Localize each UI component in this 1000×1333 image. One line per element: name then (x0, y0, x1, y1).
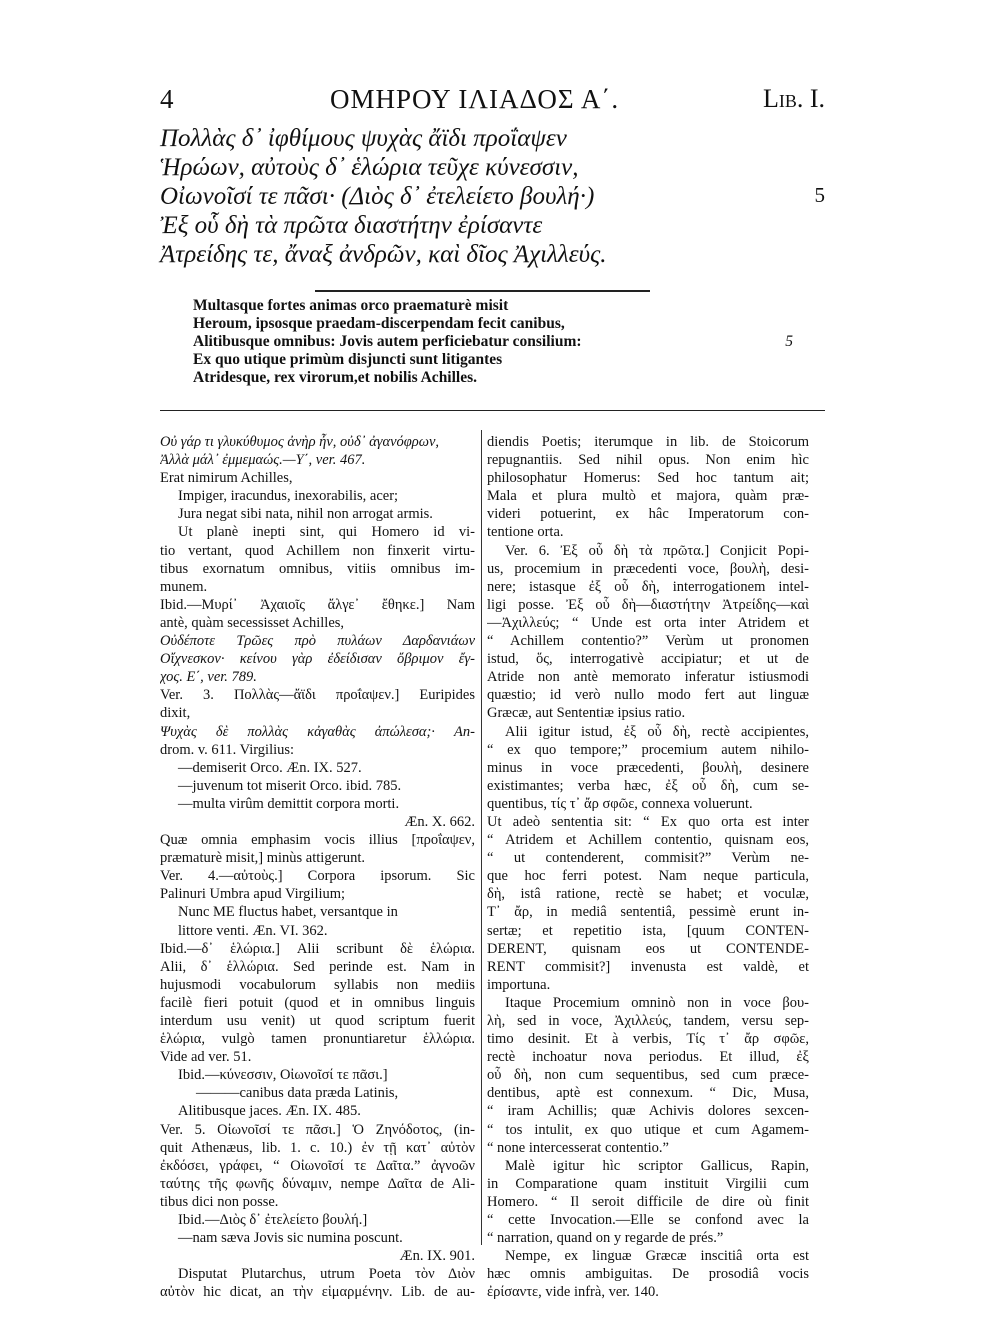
note-line: οὗ δὴ, non cum sequentibus, sed cum præce- (487, 1067, 809, 1084)
note-line: Nunc ME fluctus habet, versantque in (178, 904, 398, 921)
note-line: “ cette Invocation.—Elle se confond avec la (487, 1212, 809, 1229)
greek-verse-line (160, 125, 825, 154)
latin-verse-line (193, 351, 793, 369)
note-line: “ tos intulit, ex quo utique et cum Agamem- (487, 1121, 809, 1138)
note-line: Disputat Plutarchus, utrum Poeta τὸν Διὸν (178, 1266, 475, 1283)
note-line: istud, ὅς, interrogativè accipiatur; et ut de (487, 651, 809, 668)
note-line: Malè igitur hìc scriptor Gallicus, Rapin, (505, 1157, 809, 1174)
note-line: —multa virûm demittit corpora morti. (178, 795, 400, 812)
note-line: philosophatur Homerus: Sed hoc tantum ait; (487, 470, 809, 487)
verse-text: Atridesque, rex virorum,et nobilis Achilles. (193, 369, 478, 386)
note-line: tio vertant, quod Achillem non finxerit virtu- (160, 542, 475, 559)
note-line: Atride non antè memorato inferatur istiusmodi (487, 669, 809, 686)
note-line: Palinuri Umbra apud Virgilium; (160, 886, 346, 903)
note-line: diendis Poetis; iterumque in lib. de Stoicorum (487, 434, 809, 450)
note-line: nere; istasque ἐξ οὗ δὴ, interrogationem intel- (487, 578, 809, 595)
note-line: interdum usu venit) ut quod scriptum fuerit (160, 1013, 475, 1029)
note-line: Æn. X. 662. (404, 813, 475, 830)
note-line: Ut adeò sententia sit: “ Ex quo orta est inter (487, 813, 809, 830)
note-line: Ἀλλὰ μάλ᾽ ἐμμεμαώς.—Υ΄, ver. 467. (160, 452, 366, 469)
note-line: Erat nimirum Achilles, (160, 470, 293, 487)
note-line: λὴ, sed in voce, Ἀχιλλεύς, tandem, versu sep- (487, 1013, 809, 1029)
note-line: munem. (160, 578, 208, 595)
greek-verse-line (160, 154, 825, 183)
note-line: Τ᾽ ἄρ, in mediâ sententiâ, pessimè erunt in- (487, 904, 809, 921)
note-line: Græcæ, aut Sententiæ ipsius ratio. (487, 705, 686, 722)
note-line: Nempe, ex linguæ Græcæ inscitiâ orta est (505, 1248, 809, 1265)
note-line: ταύτης τῆς φωνῆς δύναμιν, nempe Δαῖτα de Ali- (160, 1175, 475, 1192)
note-line: rectè inchoatur nova periodus. Et illud, ἐξ (487, 1049, 809, 1066)
notes-right-column (487, 433, 809, 1302)
greek-verse-line (160, 212, 825, 241)
note-line: Homero. “ Il seroit difficile de dire où finit (487, 1193, 809, 1210)
note-line: existimantes; verba hæc, ἐξ οὗ δὴ, cum se- (487, 777, 809, 794)
note-line: ligi posse. Ἐξ οὗ δὴ—διαστήτην Ἀτρείδης—καὶ (487, 596, 809, 613)
note-line: DERENT, quisnam eos ut CONTENDE- (487, 940, 809, 957)
latin-verse-line (193, 297, 793, 315)
note-line: “ iram Achillis; quæ Achivis dolores sexcen- (487, 1103, 809, 1120)
note-line: Ψυχὰς δὲ πολλὰς κἀγαθὰς ἀπώλεσα;· An- (160, 723, 475, 740)
note-line: —demiserit Orco. Æn. IX. 527. (178, 759, 362, 776)
verse-text: Ἡρώων, αὐτοὺς δ᾽ ἑλώρια τεῦχε κύνεσσιν, (160, 154, 579, 181)
greek-verse-line (160, 183, 825, 212)
note-line: χος. Ε΄, ver. 789. (160, 669, 257, 686)
note-line: Alii, δ᾽ ἑλλώρια. Sed perinde est. Nam in (160, 958, 475, 975)
note-line: us, procemium in præcedenti voce, βουλὴ, desi- (487, 560, 809, 577)
book-label: Lib. I. (762, 84, 825, 113)
latin-verse-line (193, 333, 793, 351)
greek-verse-block (160, 125, 825, 270)
note-line: præmaturè misit,] minùs attigerunt. (160, 850, 365, 867)
note-line: dixit, (160, 705, 191, 722)
verse-text: Heroum, ipsosque praedam-discerpendam fecit canibus, (193, 315, 565, 332)
verse-text: Alitibusque omnibus: Jovis autem perficiebatur consilium: (193, 333, 582, 350)
note-line: que hoc ferri potest. Nam neque particula, (487, 868, 809, 885)
note-line: Ut planè inepti sint, qui Homero id vi- (178, 524, 475, 541)
note-line: sertæ; et repetitio ista, [quum CONTEN- (487, 922, 809, 939)
note-line: Οὐ γάρ τι γλυκύθυμος ἀνὴρ ἦν, οὐδ᾽ ἀγανόφρων, (160, 434, 440, 450)
note-line: δὴ, istâ ratione, rectè se habet; et voculæ, (487, 886, 809, 903)
note-line: “ Achillem contentio?” Verùm ut pronomen (487, 633, 809, 650)
note-line: hujusmodi vocabulorum syllabis non mediis (160, 976, 475, 993)
latin-translation-block (193, 297, 793, 387)
note-line: littore venti. Æn. VI. 362. (178, 922, 328, 939)
notes-left-column (160, 433, 475, 1302)
line-number: 5 (785, 333, 793, 350)
verse-text: Ἐξ οὗ δὴ τὰ πρῶτα διαστήτην ἐρίσαντε (160, 212, 543, 239)
note-line: Ver. 5. Οἰωνοῖσί τε πᾶσι.] Ὁ Ζηνόδοτος, (in- (160, 1121, 475, 1138)
column-divider (481, 430, 482, 1245)
note-line: in Comparatione quam instituit Virgilii cum (487, 1175, 809, 1192)
note-line: Ibid.—δ᾽ ἑλώρια.] Alii scribunt δὲ ἑλώρια. (160, 940, 475, 957)
running-title: ΟΜΗΡΟΥ ΙΛΙΑΔΟΣ Α΄. (330, 84, 620, 114)
note-line: Impiger, iracundus, inexorabilis, acer; (178, 488, 399, 505)
note-line: —nam sæva Jovis sic numina poscunt. (178, 1230, 403, 1247)
note-line: Ibid.—κύνεσσιν, Οἰωνοῖσί τε πᾶσι.] (178, 1067, 388, 1084)
note-line: “ narration, quand on y regarde de prés.” (487, 1230, 724, 1247)
verse-text: Πολλὰς δ᾽ ἰφθίμους ψυχὰς ἄϊδι προΐαψεν (160, 125, 567, 152)
note-line: Ibid.—Μυρί᾽ Ἀχαιοῖς ἄλγε᾽ ἔθηκε.] Nam (160, 596, 475, 613)
note-line: timo desinit. Et à verbis, Τίς τ᾽ ἄρ σφῶε, (487, 1031, 809, 1048)
note-line: tibus dici non posse. (160, 1193, 279, 1210)
note-line: Οἴχνεσκον· κείνου γὰρ ἐδείδισαν ὄβριμον ἔγ- (160, 651, 475, 668)
note-line: drom. v. 611. Virgilius: (160, 741, 295, 758)
verse-text: Multasque fortes animas orco praematurè misit (193, 297, 509, 314)
note-line: “ ut contenderent, commisit?” Verùm ne- (487, 850, 809, 867)
note-line: Æn. IX. 901. (399, 1248, 475, 1265)
note-line: “ ex quo tempore;” procemium autem nihilo- (487, 741, 809, 758)
note-line: ἑλώρια, vulgò tamen pronuntiaretur ἑλλώρια. (160, 1031, 475, 1048)
latin-verse-line (193, 315, 793, 333)
section-divider (315, 290, 650, 292)
verse-text: Οἰωνοῖσί τε πᾶσι· (Διὸς δ᾽ ἐτελείετο βουλή·) (160, 183, 595, 210)
note-line: Mala et plura multò et majora, quàm præ- (487, 488, 809, 505)
verse-text: Ex quo utique primùm disjuncti sunt litigantes (193, 351, 503, 368)
page-number: 4 (160, 84, 174, 114)
note-line: Itaque Procemium omninò non in voce βου- (505, 994, 809, 1011)
note-line: quentibus, τίς τ᾽ ἄρ σφῶε, connexa voluerunt. (487, 795, 753, 812)
note-line: facilè fieri potuit (quod et in omnibus linguis (160, 994, 475, 1011)
note-line: Alii igitur istud, ἐξ οὗ δὴ, rectè accipientes, (505, 723, 809, 740)
note-line: ἐρίσαντε, vide infrà, ver. 140. (487, 1284, 659, 1301)
note-line: RENT commisit?] invenusta est valdè, et (487, 958, 809, 975)
note-line: tibus exornatum omnibus, vitiis omnibus im- (160, 560, 475, 577)
note-line: ———canibus data præda Latinis, (196, 1085, 399, 1102)
note-line: “ Atridem et Achillem contentio, quisnam eos, (487, 832, 809, 849)
page-header (160, 84, 825, 124)
note-line: Alitibusque jaces. Æn. IX. 485. (178, 1103, 361, 1120)
greek-verse-line (160, 241, 825, 270)
note-line: importuna. (487, 976, 551, 993)
note-line: videri potuerint, ex hâc Imperatorum con- (487, 506, 809, 523)
latin-verse-line (193, 369, 793, 387)
note-line: Ver. 6. Ἐξ οὗ δὴ τὰ πρῶτα.] Conjicit Popi- (505, 542, 809, 559)
note-line: minus in voce præcedenti, βουλὴ, desinere (487, 759, 809, 776)
note-line: Ver. 4.—αὐτοὺς.] Corpora ipsorum. Sic (160, 868, 475, 885)
note-line: —juvenum tot miserit Orco. ibid. 785. (178, 777, 402, 794)
notes-divider (160, 410, 825, 411)
note-line: repugnantiis. Sed nihil opus. Non enim hìc (487, 452, 809, 469)
note-line: Jura negat sibi nata, nihil non arrogat armis. (178, 506, 433, 523)
note-line: quit Athenæus, lib. 1. c. 10.) ἐν τῇ κατ᾽ αὐτὸν (160, 1139, 475, 1156)
note-line: Ibid.—Διὸς δ᾽ ἐτελείετο βουλή.] (178, 1212, 368, 1229)
note-line: dentibus, aptè est connexum. “ Dic, Musa, (487, 1085, 809, 1102)
note-line: αὐτὸν hic dicat, an τὴν εἱμαρμένην. Lib. de au- (160, 1284, 475, 1301)
note-line: Ver. 3. Πολλὰς—ἄϊδι προΐαψεν.] Euripides (160, 687, 475, 704)
note-line: ἐκδόσει, γράφει, “ Οἰωνοῖσί τε Δαῖτα.” ἀγνοῶν (160, 1157, 475, 1174)
note-line: antè, quàm secessisset Achilles, (160, 614, 345, 631)
note-line: Οὐδέποτε Τρῶες πρὸ πυλάων Δαρδανιάων (160, 633, 475, 650)
note-line: Vide ad ver. 51. (160, 1049, 252, 1066)
note-line: quæstio; id verò nullo modo fert aut linguæ (487, 687, 809, 704)
note-line: Quæ omnia emphasim vocis illius [προΐαψεν, (160, 832, 475, 849)
verse-text: Ἀτρείδης τε, ἄναξ ἀνδρῶν, καὶ δῖος Ἀχιλλεύς. (160, 241, 607, 268)
note-line: “ none intercesserat contentio.” (487, 1139, 669, 1156)
note-line: —Ἀχιλλεύς; “ Unde est orta inter Atridem et (487, 614, 809, 631)
line-number: 5 (814, 183, 825, 207)
note-line: hæc omnis ambiguitas. De prosodiâ vocis (487, 1266, 809, 1283)
note-line: tentione orta. (487, 524, 564, 541)
